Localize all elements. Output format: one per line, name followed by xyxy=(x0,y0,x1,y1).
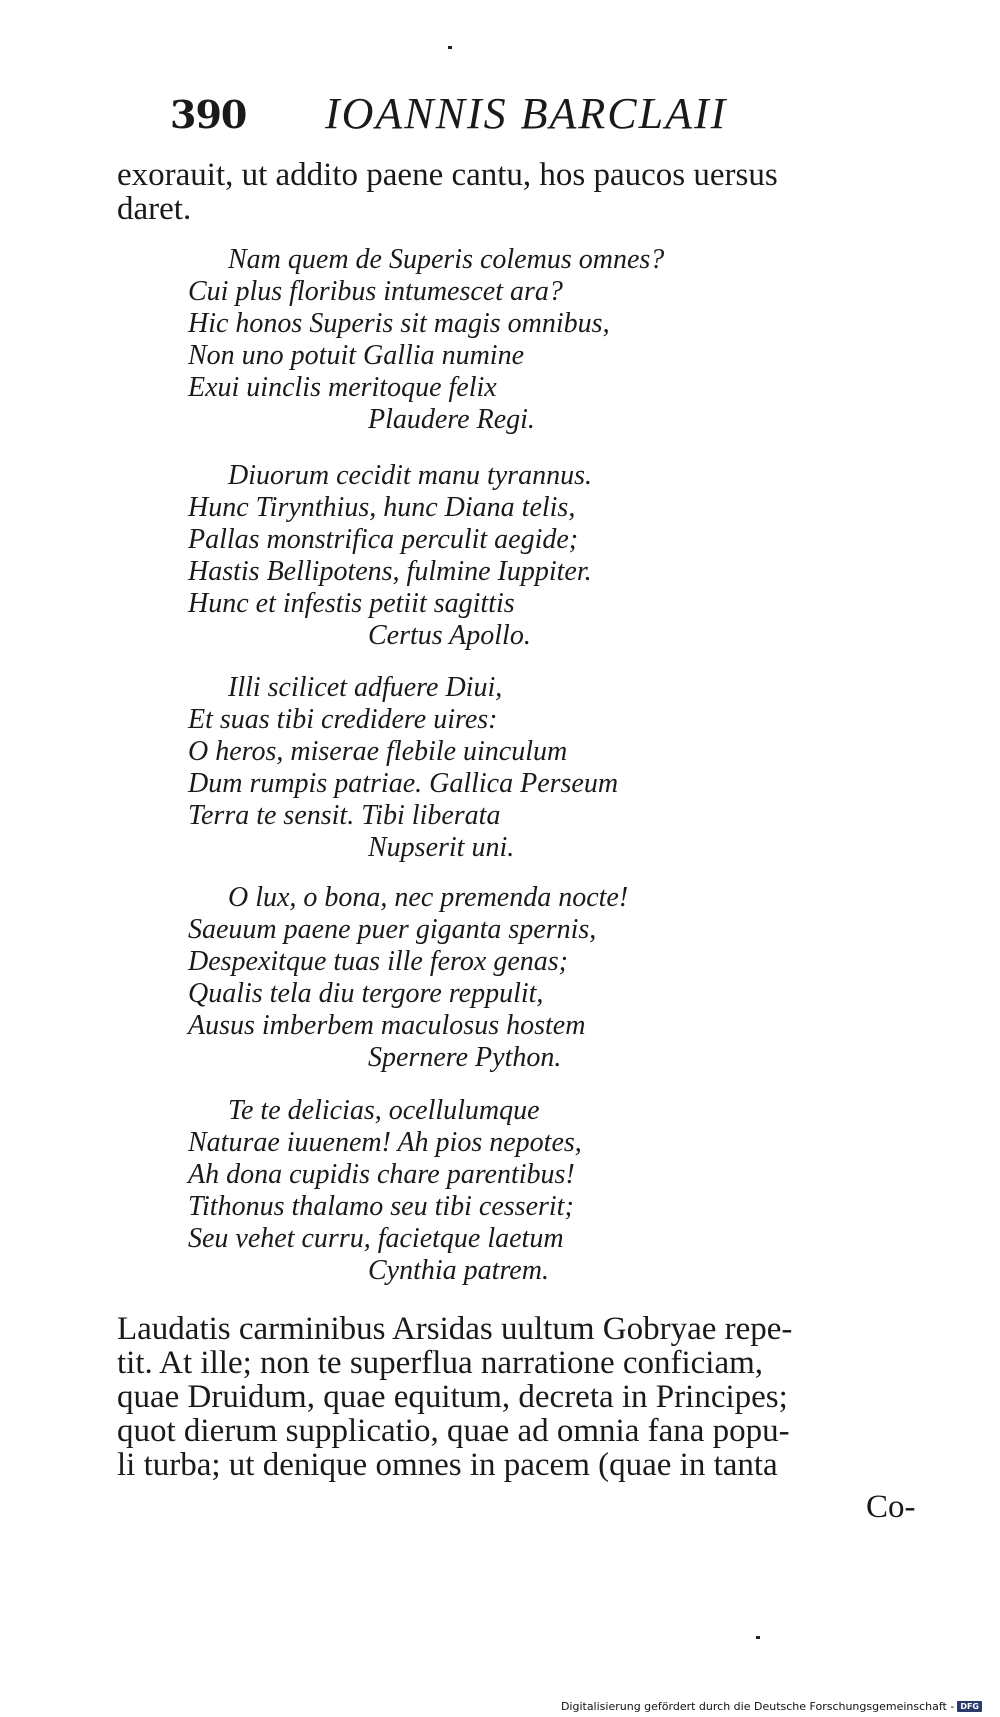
verse-line: Spernere Python. xyxy=(368,1042,562,1073)
verse-line: Illi scilicet adfuere Diui, xyxy=(228,672,503,703)
prose-line: li turba; ut denique omnes in pacem (quae in tanta xyxy=(117,1447,778,1483)
verse-line: Ausus imberbem maculosus hostem xyxy=(188,1010,586,1041)
verse-line: Diuorum cecidit manu tyrannus. xyxy=(228,460,592,491)
verse-line: Saeuum paene puer giganta spernis, xyxy=(188,914,597,945)
credit-text: Digitalisierung gefördert durch die Deutsche Forschungsgemeinschaft - xyxy=(560,1700,955,1713)
scan-speck xyxy=(756,1636,760,1639)
verse-line: Cui plus floribus intumescet ara? xyxy=(188,276,563,307)
prose-line: tit. At ille; non te superflua narratione conficiam, xyxy=(117,1345,764,1381)
stanza-2 xyxy=(188,460,592,652)
verse-line: Naturae iuuenem! Ah pios nepotes, xyxy=(188,1127,582,1158)
scan-speck xyxy=(448,46,452,49)
verse-line: Hastis Bellipotens, fulmine Iuppiter. xyxy=(188,556,592,587)
verse-line: O lux, o bona, nec premenda nocte! xyxy=(228,882,629,913)
digitization-credit xyxy=(561,1700,982,1713)
stanza-4 xyxy=(188,882,628,1074)
verse-line: Certus Apollo. xyxy=(368,620,531,651)
prose-line: Laudatis carminibus Arsidas uultum Gobryae repe- xyxy=(117,1311,793,1347)
verse-line: Te te delicias, ocellulumque xyxy=(228,1095,540,1126)
verse-line: Hunc et infestis petiit sagittis xyxy=(188,588,515,619)
running-title: IOANNIS BARCLAII xyxy=(325,89,728,138)
verse-line: Terra te sensit. Tibi liberata xyxy=(188,800,501,831)
closing-prose xyxy=(117,1312,792,1482)
page-header xyxy=(170,88,790,148)
verse-line: Dum rumpis patriae. Gallica Perseum xyxy=(188,768,619,799)
prose-line: quot dierum supplicatio, quae ad omnia fana popu- xyxy=(117,1413,790,1449)
verse-line: Non uno potuit Gallia numine xyxy=(188,340,524,371)
stanza-3 xyxy=(188,672,618,864)
verse-line: Et suas tibi credidere uires: xyxy=(188,704,498,735)
opening-prose xyxy=(117,158,778,226)
verse-line: Hunc Tirynthius, hunc Diana telis, xyxy=(188,492,576,523)
verse-line: Plaudere Regi. xyxy=(368,404,535,435)
verse-line: O heros, miserae flebile uinculum xyxy=(188,736,568,767)
verse-line: Cynthia patrem. xyxy=(368,1255,549,1286)
prose-line: daret. xyxy=(117,191,192,227)
verse-line: Nam quem de Superis colemus omnes? xyxy=(228,244,665,275)
verse-line: Nupserit uni. xyxy=(368,832,515,863)
prose-line: exorauit, ut addito paene cantu, hos paucos uersus xyxy=(117,157,778,193)
verse-line: Qualis tela diu tergore reppulit, xyxy=(188,978,544,1009)
verse-line: Tithonus thalamo seu tibi cesserit; xyxy=(188,1191,574,1222)
verse-line: Despexitque tuas ille ferox genas; xyxy=(188,946,568,977)
stanza-1 xyxy=(188,244,664,436)
verse-line: Seu vehet curru, facietque laetum xyxy=(188,1223,564,1254)
verse-line: Ah dona cupidis chare parentibus! xyxy=(188,1159,575,1190)
dfg-logo: DFG xyxy=(957,1701,982,1712)
catchword: Co- xyxy=(866,1489,916,1525)
verse-line: Hic honos Superis sit magis omnibus, xyxy=(188,308,610,339)
verse-line: Pallas monstrifica perculit aegide; xyxy=(188,524,579,555)
verse-line: Exui uinclis meritoque felix xyxy=(188,372,497,403)
stanza-5 xyxy=(188,1095,582,1287)
page-number: 390 xyxy=(170,92,247,137)
prose-line: quae Druidum, quae equitum, decreta in Principes; xyxy=(117,1379,788,1415)
